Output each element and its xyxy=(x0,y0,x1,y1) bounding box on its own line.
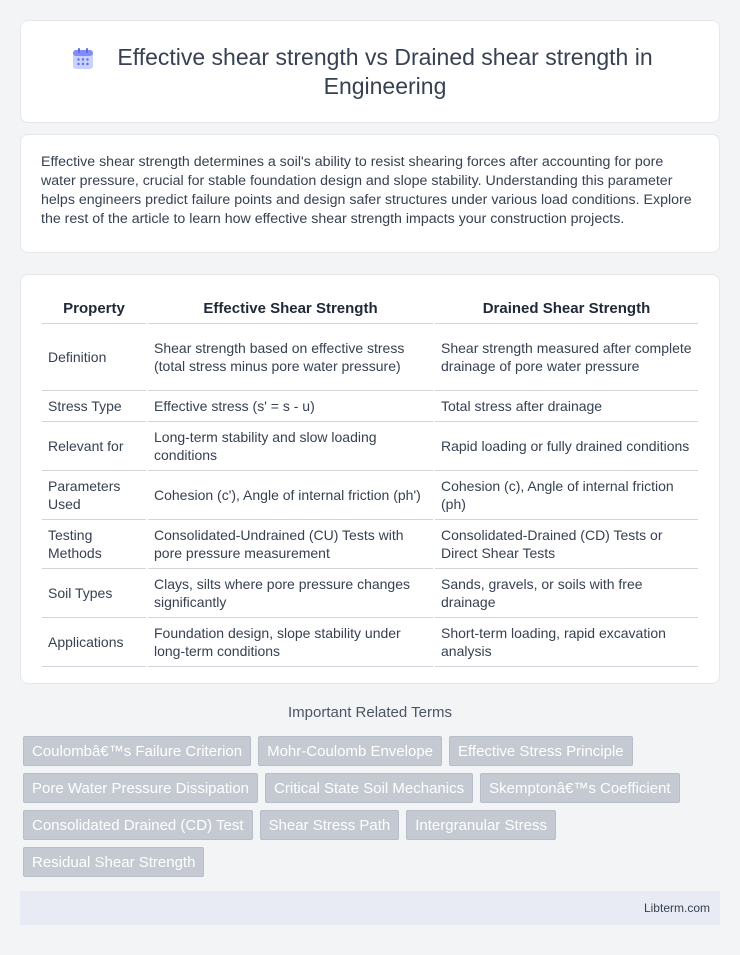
row-label: Applications xyxy=(42,617,147,666)
intro-paragraph: Effective shear strength determines a soil's ability to resist shearing forces after accounting for pore water pressure, crucial for stable foundation design and slope stability. Understanding this parameter helps engineers predict failure points and design safer structures under various load conditions. Explore the rest of the article to learn how effective shear strength impacts your construction projects. xyxy=(41,154,692,227)
drained-cell: Shear strength measured after complete drainage of pore water pressure xyxy=(434,323,698,390)
row-label: Testing Methods xyxy=(42,519,147,568)
related-term-tag[interactable]: Coulombâ€™s Failure Criterion xyxy=(23,736,251,766)
effective-cell: Cohesion (c'), Angle of internal friction (ph') xyxy=(147,470,434,519)
drained-cell: Cohesion (c), Angle of internal friction (ph) xyxy=(434,470,698,519)
drained-cell: Consolidated-Drained (CD) Tests or Direct Shear Tests xyxy=(434,519,698,568)
column-header-property: Property xyxy=(42,295,147,323)
table-row xyxy=(42,568,698,617)
effective-cell: Long-term stability and slow loading conditions xyxy=(147,421,434,470)
table-row xyxy=(42,390,698,421)
effective-cell: Shear strength based on effective stress (total stress minus pore water pressure) xyxy=(147,323,434,390)
row-label: Stress Type xyxy=(42,390,147,421)
intro-card xyxy=(20,134,720,253)
related-term-tag[interactable]: Skemptonâ€™s Coefficient xyxy=(480,773,680,803)
footer-site-link[interactable]: Libterm.com xyxy=(643,901,710,915)
effective-cell: Consolidated-Undrained (CU) Tests with pore pressure measurement xyxy=(147,519,434,568)
row-label: Soil Types xyxy=(42,568,147,617)
table-row xyxy=(42,519,698,568)
drained-cell: Sands, gravels, or soils with free drainage xyxy=(434,568,698,617)
related-term-tag[interactable]: Critical State Soil Mechanics xyxy=(265,773,473,803)
table-row xyxy=(42,617,698,666)
comparison-table xyxy=(42,295,698,667)
related-term-tag[interactable]: Mohr-Coulomb Envelope xyxy=(258,736,442,766)
effective-cell: Foundation design, slope stability under long-term conditions xyxy=(147,617,434,666)
table-row xyxy=(42,470,698,519)
related-term-tag[interactable]: Consolidated Drained (CD) Test xyxy=(23,810,253,840)
related-terms-title: Important Related Terms xyxy=(288,704,452,721)
drained-cell: Rapid loading or fully drained conditions xyxy=(434,421,698,470)
column-header-drained: Drained Shear Strength xyxy=(434,295,698,323)
related-term-tag[interactable]: Effective Stress Principle xyxy=(449,736,633,766)
drained-cell: Total stress after drainage xyxy=(434,390,698,421)
related-term-tag[interactable]: Pore Water Pressure Dissipation xyxy=(23,773,258,803)
related-term-tag[interactable]: Shear Stress Path xyxy=(260,810,400,840)
effective-cell: Effective stress (s' = s - u) xyxy=(147,390,434,421)
page-title: Effective shear strength vs Drained shear strength in Engineering xyxy=(117,43,653,99)
related-term-tag[interactable]: Intergranular Stress xyxy=(406,810,556,840)
row-label: Definition xyxy=(42,323,147,390)
table-header-row xyxy=(42,295,698,323)
footer xyxy=(20,891,720,925)
related-terms-list xyxy=(23,736,723,877)
row-label: Parameters Used xyxy=(42,470,147,519)
header-card xyxy=(20,20,720,123)
table-row xyxy=(42,421,698,470)
effective-cell: Clays, silts where pore pressure changes significantly xyxy=(147,568,434,617)
table-row xyxy=(42,323,698,390)
row-label: Relevant for xyxy=(42,421,147,470)
column-header-effective: Effective Shear Strength xyxy=(147,295,434,323)
comparison-table-card xyxy=(20,274,720,684)
drained-cell: Short-term loading, rapid excavation analysis xyxy=(434,617,698,666)
related-term-tag[interactable]: Residual Shear Strength xyxy=(23,847,204,877)
